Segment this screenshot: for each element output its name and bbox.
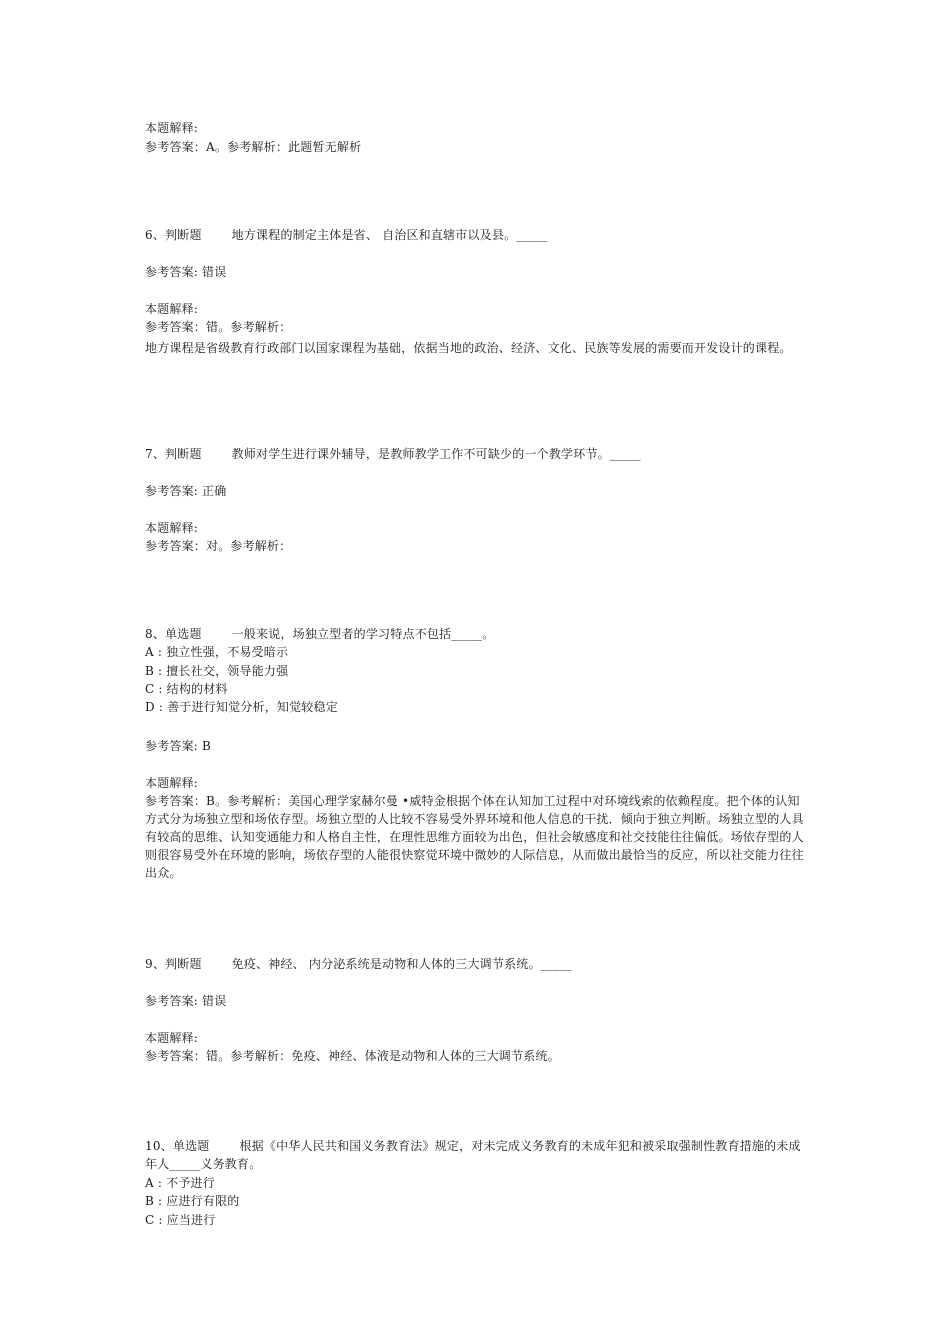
q7-type: 判断题	[165, 447, 202, 461]
q8-explanation-text: 参考答案：B。参考解析：美国心理学家赫尔曼 •威特金根据个体在认知加工过程中对环境线索的依赖程度。把个体的认知方式分为场独立型和场依存型。场独立型的人比较不容易受外界环境和他人信息的干扰．倾向于独立判断。场独立型的人具有较高的思维、认知变通能力和人格自主性，在理性思维方面较为出色，但社会敏感度和社交技能往往偏低。场依存型的人则很容易受外在环境的影响，场依存型的人能很快察觉环境中微妙的人际信息，从而做出最恰当的反应，所以社交能力往往出众。	[145, 794, 804, 880]
q6-stem: 地方课程的制定主体是省、 自治区和直辖市以及县。_____	[231, 228, 548, 242]
q7-answer: 参考答案: 正确	[145, 484, 227, 498]
q10-number: 10、	[145, 1139, 173, 1153]
q9-type: 判断题	[165, 957, 202, 971]
q9-answer: 参考答案: 错误	[145, 994, 227, 1008]
q10-type: 单选题	[172, 1139, 210, 1153]
q7-stem: 教师对学生进行课外辅导，是教师教学工作不可缺少的一个教学环节。_____	[231, 447, 641, 461]
q9-number: 9、	[145, 957, 166, 971]
q7-header	[145, 445, 810, 463]
q7-explanation-text: 参考答案：对。参考解析：	[145, 539, 292, 553]
q10-option-a: A : 不予进行	[145, 1176, 215, 1190]
q9-stem: 免疫、神经、 内分泌系统是动物和人体的三大调节系统。_____	[231, 957, 572, 971]
q8-explanation-label: 本题解释:	[145, 776, 199, 790]
q5-explanation-text: 参考答案：A。参考解析：此题暂无解析	[145, 140, 362, 154]
q6-number: 6、	[145, 228, 166, 242]
q7-number: 7、	[145, 447, 166, 461]
q6-answer: 参考答案: 错误	[145, 265, 227, 279]
q8-option-a: A : 独立性强，不易受暗示	[145, 645, 289, 659]
q8-type: 单选题	[165, 627, 202, 641]
q6-explanation-text: 地方课程是省级教育行政部门以国家课程为基础，依据当地的政治、经济、文化、民族等发展的需要而开发设计的课程。	[145, 341, 792, 355]
q8-option-c: C : 结构的材料	[145, 682, 228, 696]
q6-explanation-line1: 参考答案：错。参考解析：	[145, 320, 292, 334]
q8-option-d: D : 善于进行知觉分析，知觉较稳定	[145, 700, 338, 714]
q10-stem: 根据《中华人民共和国义务教育法》规定，对未完成义务教育的未成年犯和被采取强制性教育措施的未成年人_____义务教育。	[145, 1139, 801, 1171]
q6-type: 判断题	[165, 228, 202, 242]
q8-answer: 参考答案: B	[145, 739, 212, 753]
q9-explanation-label: 本题解释:	[145, 1031, 199, 1045]
q8-option-b: B : 擅长社交，领导能力强	[145, 664, 289, 678]
q10-header	[145, 1137, 810, 1173]
q7-explanation-label: 本题解释:	[145, 521, 199, 535]
q10-option-b: B : 应进行有限的	[145, 1194, 240, 1208]
q10-option-c: C : 应当进行	[145, 1213, 216, 1227]
q8-stem: 一般来说，场独立型者的学习特点不包括_____。	[231, 627, 495, 641]
q9-header	[145, 955, 810, 973]
q8-number: 8、	[145, 627, 166, 641]
q9-explanation-text: 参考答案：错。参考解析：免疫、神经、体液是动物和人体的三大调节系统。	[145, 1049, 560, 1063]
q6-header	[145, 226, 810, 244]
q6-explanation-label: 本题解释:	[145, 302, 199, 316]
q8-header	[145, 625, 810, 643]
q5-explanation-label: 本题解释:	[145, 121, 199, 135]
